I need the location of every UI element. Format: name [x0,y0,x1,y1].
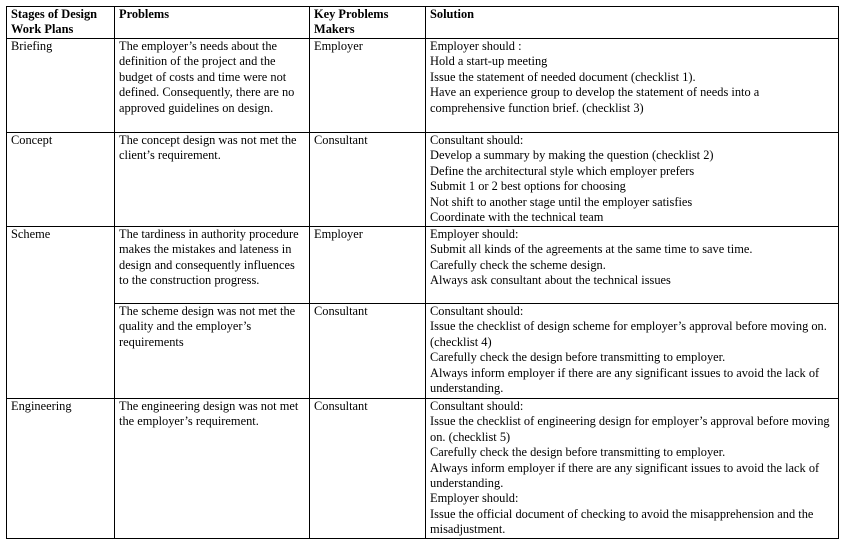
stage-cell: Scheme [7,227,115,399]
header-key-problem-makers: Key Problems Makers [310,7,426,39]
design-workplan-table [6,6,839,539]
solution-line: Employer should : [430,39,522,53]
design-workplan-table-container [6,6,839,539]
solution-line: Submit all kinds of the agreements at the same time to save time. [430,242,753,257]
maker-cell: Consultant [310,133,426,227]
solution-cell [426,227,839,304]
solution-line: Always inform employer if there are any significant issues to avoid the lack of understanding. [430,365,820,396]
stage-cell: Engineering [7,399,115,539]
solution-line: Not shift to another stage until the employer satisfies [430,194,693,209]
solution-line: Develop a summary by making the question (checklist 2) [430,148,714,163]
solution-line: Carefully check the scheme design. [430,257,606,272]
table-row-concept [7,133,839,227]
maker-cell: Employer [310,39,426,133]
solution-line: Consultant should: [430,304,524,318]
stage-cell: Concept [7,133,115,227]
solution-line: Consultant should: [430,399,524,413]
problem-cell: The concept design was not met the client’s requirement. [115,133,310,227]
solution-cell [426,399,839,539]
maker-cell: Consultant [310,304,426,399]
header-solution: Solution [426,7,839,39]
solution-line: Employer should: [430,491,519,506]
table-row-briefing [7,39,839,133]
solution-line: Coordinate with the technical team [430,210,604,225]
table-row-engineering [7,399,839,539]
solution-line: Carefully check the design before transmitting to employer. [430,445,726,460]
table-row-scheme-employer [7,227,839,304]
maker-cell: Employer [310,227,426,304]
problem-cell: The scheme design was not met the quality and the employer’s requirements [115,304,310,399]
header-stages: Stages of Design Work Plans [7,7,115,39]
maker-cell: Consultant [310,399,426,539]
solution-line: Issue the statement of needed document (checklist 1). [430,69,696,84]
solution-line: Define the architectural style which employer prefers [430,163,695,178]
solution-line: Have an experience group to develop the statement of needs into a comprehensive function brief. (checklist 3) [430,85,760,115]
solution-line: Issue the checklist of design scheme for employer’s approval before moving on. (checklist 4) [430,319,827,349]
solution-line: Employer should: [430,227,519,241]
solution-line: Always ask consultant about the technical issues [430,273,671,288]
solution-cell [426,39,839,133]
problem-cell: The engineering design was not met the employer’s requirement. [115,399,310,539]
solution-cell [426,304,839,399]
stage-cell: Briefing [7,39,115,133]
solution-line: Hold a start-up meeting [430,54,548,69]
solution-line: Submit 1 or 2 best options for choosing [430,179,626,194]
header-problems: Problems [115,7,310,39]
solution-line: Always inform employer if there are any significant issues to avoid the lack of understanding. [430,460,820,491]
header-row [7,7,839,39]
table-row-scheme-consultant [7,304,839,399]
solution-line: Issue the official document of checking to avoid the misapprehension and the misadjustment. [430,506,814,537]
solution-cell [426,133,839,227]
problem-cell: The employer’s needs about the definition of the project and the budget of costs and time were not defined. Consequently, there are no approved guidelines on design. [115,39,310,133]
solution-line: Issue the checklist of engineering design for employer’s approval before moving on. (checklist 5) [430,414,830,444]
solution-line: Consultant should: [430,133,524,147]
problem-cell: The tardiness in authority procedure makes the mistakes and lateness in design and consequently influences to the construction progress. [115,227,310,304]
solution-line: Carefully check the design before transmitting to employer. [430,350,726,365]
